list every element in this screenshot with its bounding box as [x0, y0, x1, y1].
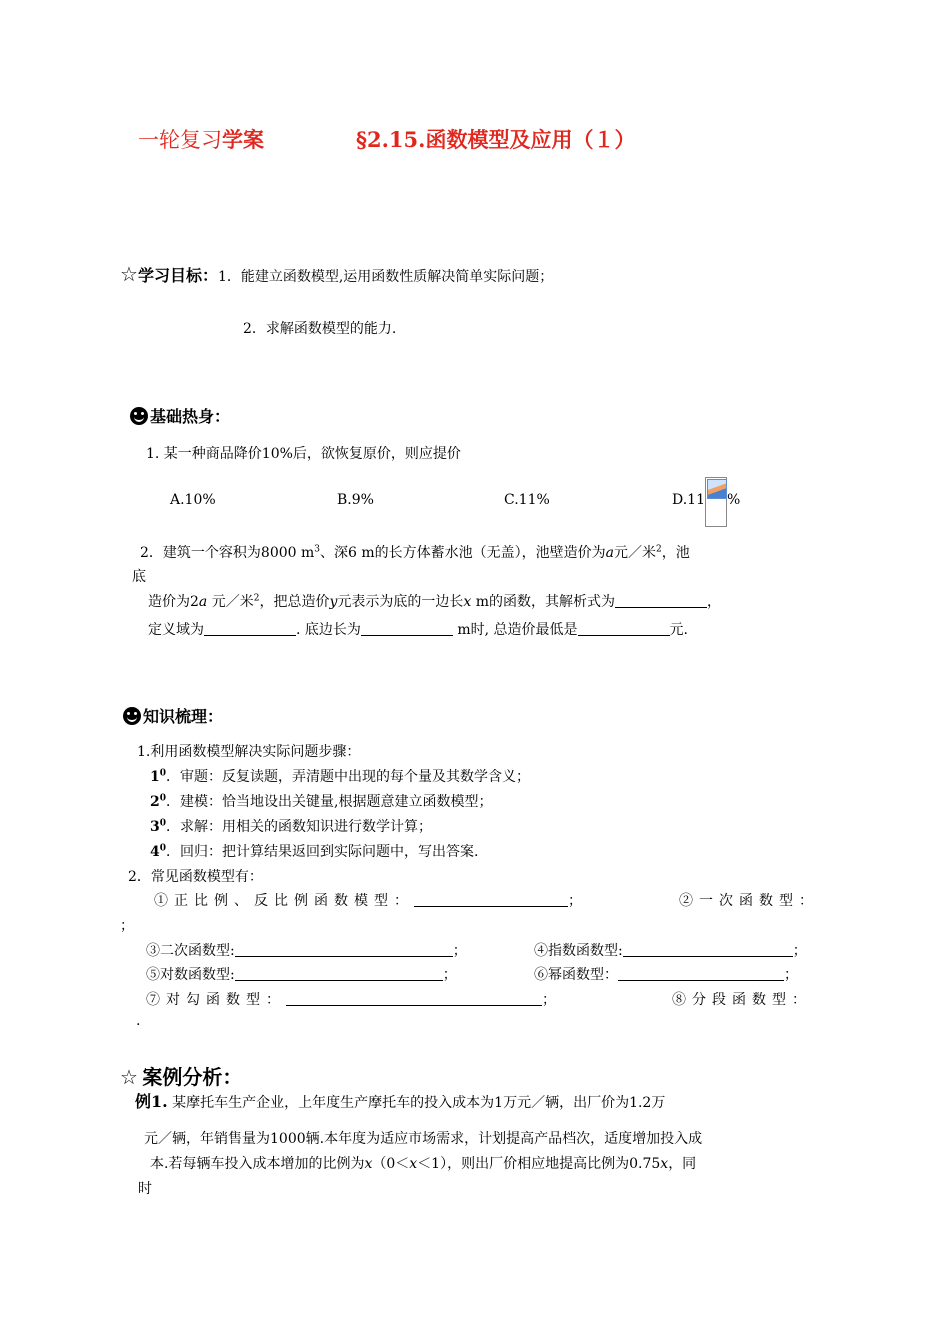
warmup-label: 基础热身：	[150, 407, 231, 426]
model-8-dot: .	[136, 1013, 141, 1029]
option-d-post: %	[727, 492, 741, 508]
step-3-num: 3	[150, 819, 160, 835]
step-1-num: 1	[150, 769, 160, 785]
star-icon: ☆	[120, 1065, 138, 1089]
model-7-semi: ；	[542, 992, 556, 1008]
example-1-label: 例1.	[135, 1092, 168, 1111]
goals-item-1: 1．能建立函数模型,运用函数性质解决简单实际问题；	[217, 269, 554, 285]
blank-model-3[interactable]	[235, 942, 453, 957]
blank-side-length[interactable]	[361, 621, 453, 636]
q2-l2-var-x: x	[463, 594, 472, 610]
q2-l1-sup1: 3	[314, 544, 320, 555]
blank-model-5[interactable]	[235, 966, 443, 981]
warmup-q2-line3	[148, 619, 688, 639]
q2-l2-mid2: ，把总造价	[259, 594, 330, 610]
q2-l1-mid: 、深6 m的长方体蓄水池（无盖），池壁造价为	[320, 545, 606, 561]
step-2-deg: 0	[159, 793, 167, 804]
ex-l3-mid2: ＜1），则出厂价相应地提高比例为0.75	[417, 1156, 661, 1172]
model-7	[146, 989, 556, 1009]
broken-image-icon	[707, 479, 727, 499]
model-2-label: ②一次函数型：	[679, 893, 819, 909]
step-4-text: ．回归：把计算结果返回到实际问题中，写出答案.	[166, 844, 479, 860]
step-3	[150, 816, 432, 836]
example-1-line3	[150, 1153, 696, 1173]
step-4-deg: 0	[159, 843, 167, 854]
warmup-q1: 1. 某一种商品降价10%后，欲恢复原价，则应提价	[146, 446, 461, 462]
star-icon: ☆	[120, 262, 138, 286]
example-1-line1	[135, 1089, 665, 1112]
q2-l2-mid1: 元／米	[207, 594, 254, 610]
example-1-text1: 某摩托车生产企业，上年度生产摩托车的投入成本为1万元／辆，出厂价为1.2万	[167, 1095, 666, 1111]
ex-l3-pre: 本.若每辆车投入成本增加的比例为	[150, 1156, 365, 1172]
q2-l2-end: ，	[707, 594, 722, 610]
model-4-label: ④指数函数型:	[534, 943, 623, 959]
q2-l2-var-y: y	[329, 594, 338, 610]
ex-l3-end: ，同	[668, 1156, 697, 1172]
step-4-num: 4	[150, 844, 160, 860]
title-left-text: 一轮复习	[138, 128, 222, 152]
blank-model-6[interactable]	[618, 966, 784, 981]
option-a: A.10%	[170, 492, 216, 508]
q2-l1-sup2: 2	[656, 544, 662, 555]
goals-header	[120, 262, 553, 286]
step-1-text: ．审题：反复读题，弄清题中出现的每个量及其数学含义；	[166, 769, 531, 785]
model-5	[146, 964, 457, 984]
knowledge-label: 知识梳理：	[143, 707, 224, 726]
image-placeholder-icon	[705, 477, 727, 527]
cases-label: 案例分析：	[142, 1065, 243, 1089]
model-2-semi: ；	[120, 918, 134, 934]
cases-header	[120, 1061, 242, 1090]
model-5-semi: ；	[442, 967, 457, 983]
q2-l3-mid1: . 底边长为	[296, 622, 361, 638]
option-d-pre: D.11	[672, 492, 705, 508]
knowledge-header	[123, 704, 223, 727]
model-5-label: ⑤对数函数型:	[146, 967, 235, 983]
title-left-bold: 学案	[222, 127, 264, 152]
q2-l1-end: ，池	[661, 545, 690, 561]
model-6	[534, 964, 798, 984]
q2-l1-post: 元／米	[614, 545, 656, 561]
q2-l3-mid2: m时, 总造价最低是	[452, 622, 578, 638]
smiley-icon	[123, 707, 141, 725]
option-c: C.11%	[504, 492, 550, 508]
step-2-num: 2	[150, 794, 160, 810]
model-4-semi: ；	[792, 943, 807, 959]
goals-label: 学习目标：	[137, 266, 218, 285]
model-3-semi: ；	[452, 943, 467, 959]
q2-l2-sup: 2	[253, 593, 260, 604]
example-1-line2: 元／辆，年销售量为1000辆.本年度为适应市场需求，计划提高产品档次，适度增加投入成	[144, 1131, 703, 1147]
doc-title-right: §2.15.函数模型及应用（１）	[356, 127, 636, 152]
goals-item-2: 2．求解函数模型的能力.	[243, 321, 397, 337]
step-2	[150, 791, 492, 811]
step-2-text: ．建模：恰当地设出关键量,根据题意建立函数模型；	[166, 794, 493, 810]
step-1	[150, 766, 530, 786]
model-6-label: ⑥幂函数型：	[534, 967, 618, 983]
q2-l2-mid4: m的函数，其解析式为	[471, 594, 616, 610]
warmup-header	[130, 404, 230, 427]
option-b: B.9%	[337, 492, 374, 508]
model-7-label: ⑦对勾函数型：	[146, 992, 286, 1008]
warmup-q2-line2	[148, 591, 721, 611]
q2-l2-pre: 造价为2	[148, 594, 199, 610]
q2-l1-pre: 2．建筑一个容积为8000 m	[140, 545, 315, 561]
q2-l1-var: a	[605, 545, 614, 561]
warmup-q2-line1b: 底	[132, 569, 146, 585]
ex-l3-x2: x	[409, 1156, 418, 1172]
model-3	[146, 940, 467, 960]
blank-min-cost[interactable]	[578, 621, 670, 636]
blank-expression[interactable]	[615, 593, 707, 608]
smiley-icon	[130, 407, 148, 425]
knowledge-s2: 2．常见函数模型有：	[128, 869, 263, 885]
warmup-q2-line1	[140, 542, 690, 562]
ex-l3-x1: x	[364, 1156, 373, 1172]
example-1-line4: 时	[138, 1181, 152, 1197]
q2-l2-mid3: 元表示为底的一边长	[337, 594, 464, 610]
blank-model-7[interactable]	[286, 991, 542, 1006]
blank-model-1[interactable]	[414, 892, 568, 907]
blank-domain[interactable]	[204, 621, 296, 636]
model-1-semi: ；	[568, 893, 582, 909]
model-4	[534, 940, 807, 960]
model-1	[154, 890, 582, 910]
q2-l3-pre: 定义域为	[148, 622, 204, 638]
blank-model-4[interactable]	[623, 942, 793, 957]
model-3-label: ③二次函数型:	[146, 943, 235, 959]
knowledge-s1: 1.利用函数模型解决实际问题步骤：	[137, 744, 361, 760]
ex-l3-x3: x	[660, 1156, 669, 1172]
doc-title-left	[138, 124, 264, 154]
step-3-text: ．求解：用相关的函数知识进行数学计算；	[166, 819, 433, 835]
step-4	[150, 841, 478, 861]
step-3-deg: 0	[159, 818, 167, 829]
model-6-semi: ；	[784, 967, 798, 983]
ex-l3-mid1: （0＜	[372, 1156, 410, 1172]
model-8-label: ⑧分段函数型：	[672, 992, 812, 1008]
step-1-deg: 0	[159, 768, 167, 779]
model-1-label: ①正比例、反比例函数模型：	[154, 893, 414, 909]
q2-l3-end: 元.	[669, 622, 688, 638]
q2-l2-var-a: a	[198, 594, 208, 610]
